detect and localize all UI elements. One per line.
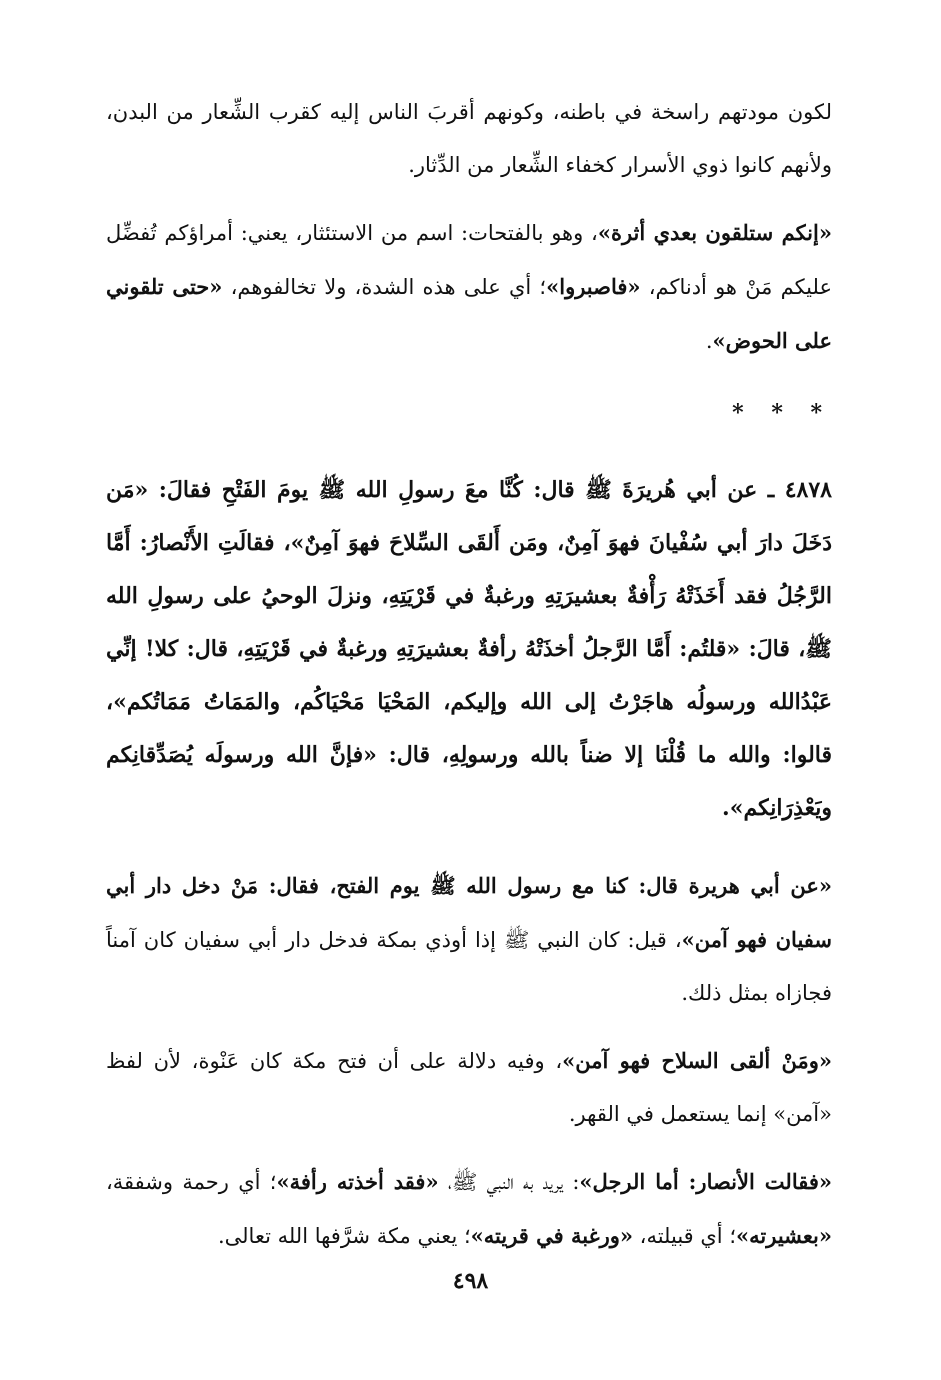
section-divider: * * * (732, 400, 832, 426)
paragraph-commentary-1 (106, 859, 832, 1020)
text-run: لكون مودتهم راسخة في باطنه، وكونهم أقربَ الناس إليه كقرب الشِّعار من البدن، ولأنهم كانوا ذوي الأسرار كخفاء الشِّعار من الدِّثار. (106, 100, 832, 177)
bold-text-run: «إنكم ستلقون بعدي أثرة» (597, 220, 832, 245)
bold-text-run: «فاصبروا» (546, 274, 641, 299)
text-run: ؛ أي على هذه الشدة، ولا تخالفوهم، (222, 275, 547, 299)
bold-text-run: «حتى تلقوني على الحوض» (106, 274, 832, 353)
hadith-4878 (106, 464, 832, 835)
bold-text-run: «بعشيرته» (736, 1223, 832, 1248)
paragraph-commentary-3 (106, 1155, 832, 1263)
bold-text-run: ٤٨٧٨ ـ عن أبي هُريرَةَ ﷺ قال: كُنَّا معَ رسولِ الله ﷺ يومَ الفَتْحِ فقالَ: «مَن دَخَلَ دارَ أبي سُفْيانَ فهوَ آمِنٌ، ومَن أَلقَى السِّلاحَ فهوَ آمِنٌ»، فقالَتِ الأَنْصارُ: أَمَّا الرَّجُلُ فقد أَخَذَتْهُ رَأْفةٌ بعشيرَتِهِ ورغبةٌ في قَرْيَتِهِ، ونزلَ الوحيُ على رسولِ الله ﷺ، قالَ: «قلتُم: أَمَّا الرَّجلُ أخذَتْهُ رأفةٌ بعشيرَتِهِ ورغبةٌ في قَرْيَتِهِ، قال: كلا! إنِّي عَبْدُالله ورسولُه هاجَرْتُ إلى الله وإليكم، المَحْيَا مَحْيَاكُم، والمَمَاتُ مَمَاتُكم»، قالوا: والله ما قُلْنَا إلا ضناً بالله ورسولِهِ، قال: «فإنَّ الله ورسولَه يُصَدِّقانِكم ويَعْذِرَانِكم». (106, 477, 832, 821)
text-run: ، قيل: كان النبي ﷺ إذا أوذي بمكة فدخل دار أبي سفيان كان آمناً فجازاه بمثل ذلك. (106, 928, 832, 1005)
page-number: ٤٩٨ (452, 1268, 489, 1294)
text-run: : يريد به النبي ﷺ، (438, 1170, 580, 1194)
bold-text-run: «ورغبة في قريته» (470, 1223, 633, 1248)
paragraph-1 (106, 86, 832, 192)
bold-text-run: «فقد أخذته رأفة» (276, 1169, 439, 1194)
bold-text-run: «عن أبي هريرة قال: كنا مع رسول الله ﷺ يوم الفتح، فقال: مَنْ دخل دار أبي سفيان فهو آمن» (106, 873, 833, 952)
paragraph-commentary-2 (106, 1034, 832, 1141)
page-body (106, 86, 832, 1263)
paragraph-2 (106, 206, 832, 368)
text-run: ، وفيه دلالة على أن فتح مكة كان عَنْوة، لأن لفظ «آمن» إنما يستعمل في القهر. (106, 1049, 832, 1126)
text-run: ، وهو بالفتحات: اسم من الاستئثار، يعني: أمراؤكم تُفضِّل عليكم مَنْ هو أدناكم، (106, 221, 832, 299)
bold-text-run: «فقالت الأنصار: أما الرجل» (579, 1169, 833, 1194)
text-run: ؛ أي قبيلته، (632, 1224, 736, 1248)
text-run: ؛ أي رحمة وشفقة، (106, 1170, 277, 1194)
text-run: ؛ يعني مكة شرَّفها الله تعالى. (217, 1224, 471, 1248)
bold-text-run: «ومَنْ ألقى السلاح فهو آمن» (562, 1048, 832, 1073)
text-run: . (705, 329, 713, 353)
